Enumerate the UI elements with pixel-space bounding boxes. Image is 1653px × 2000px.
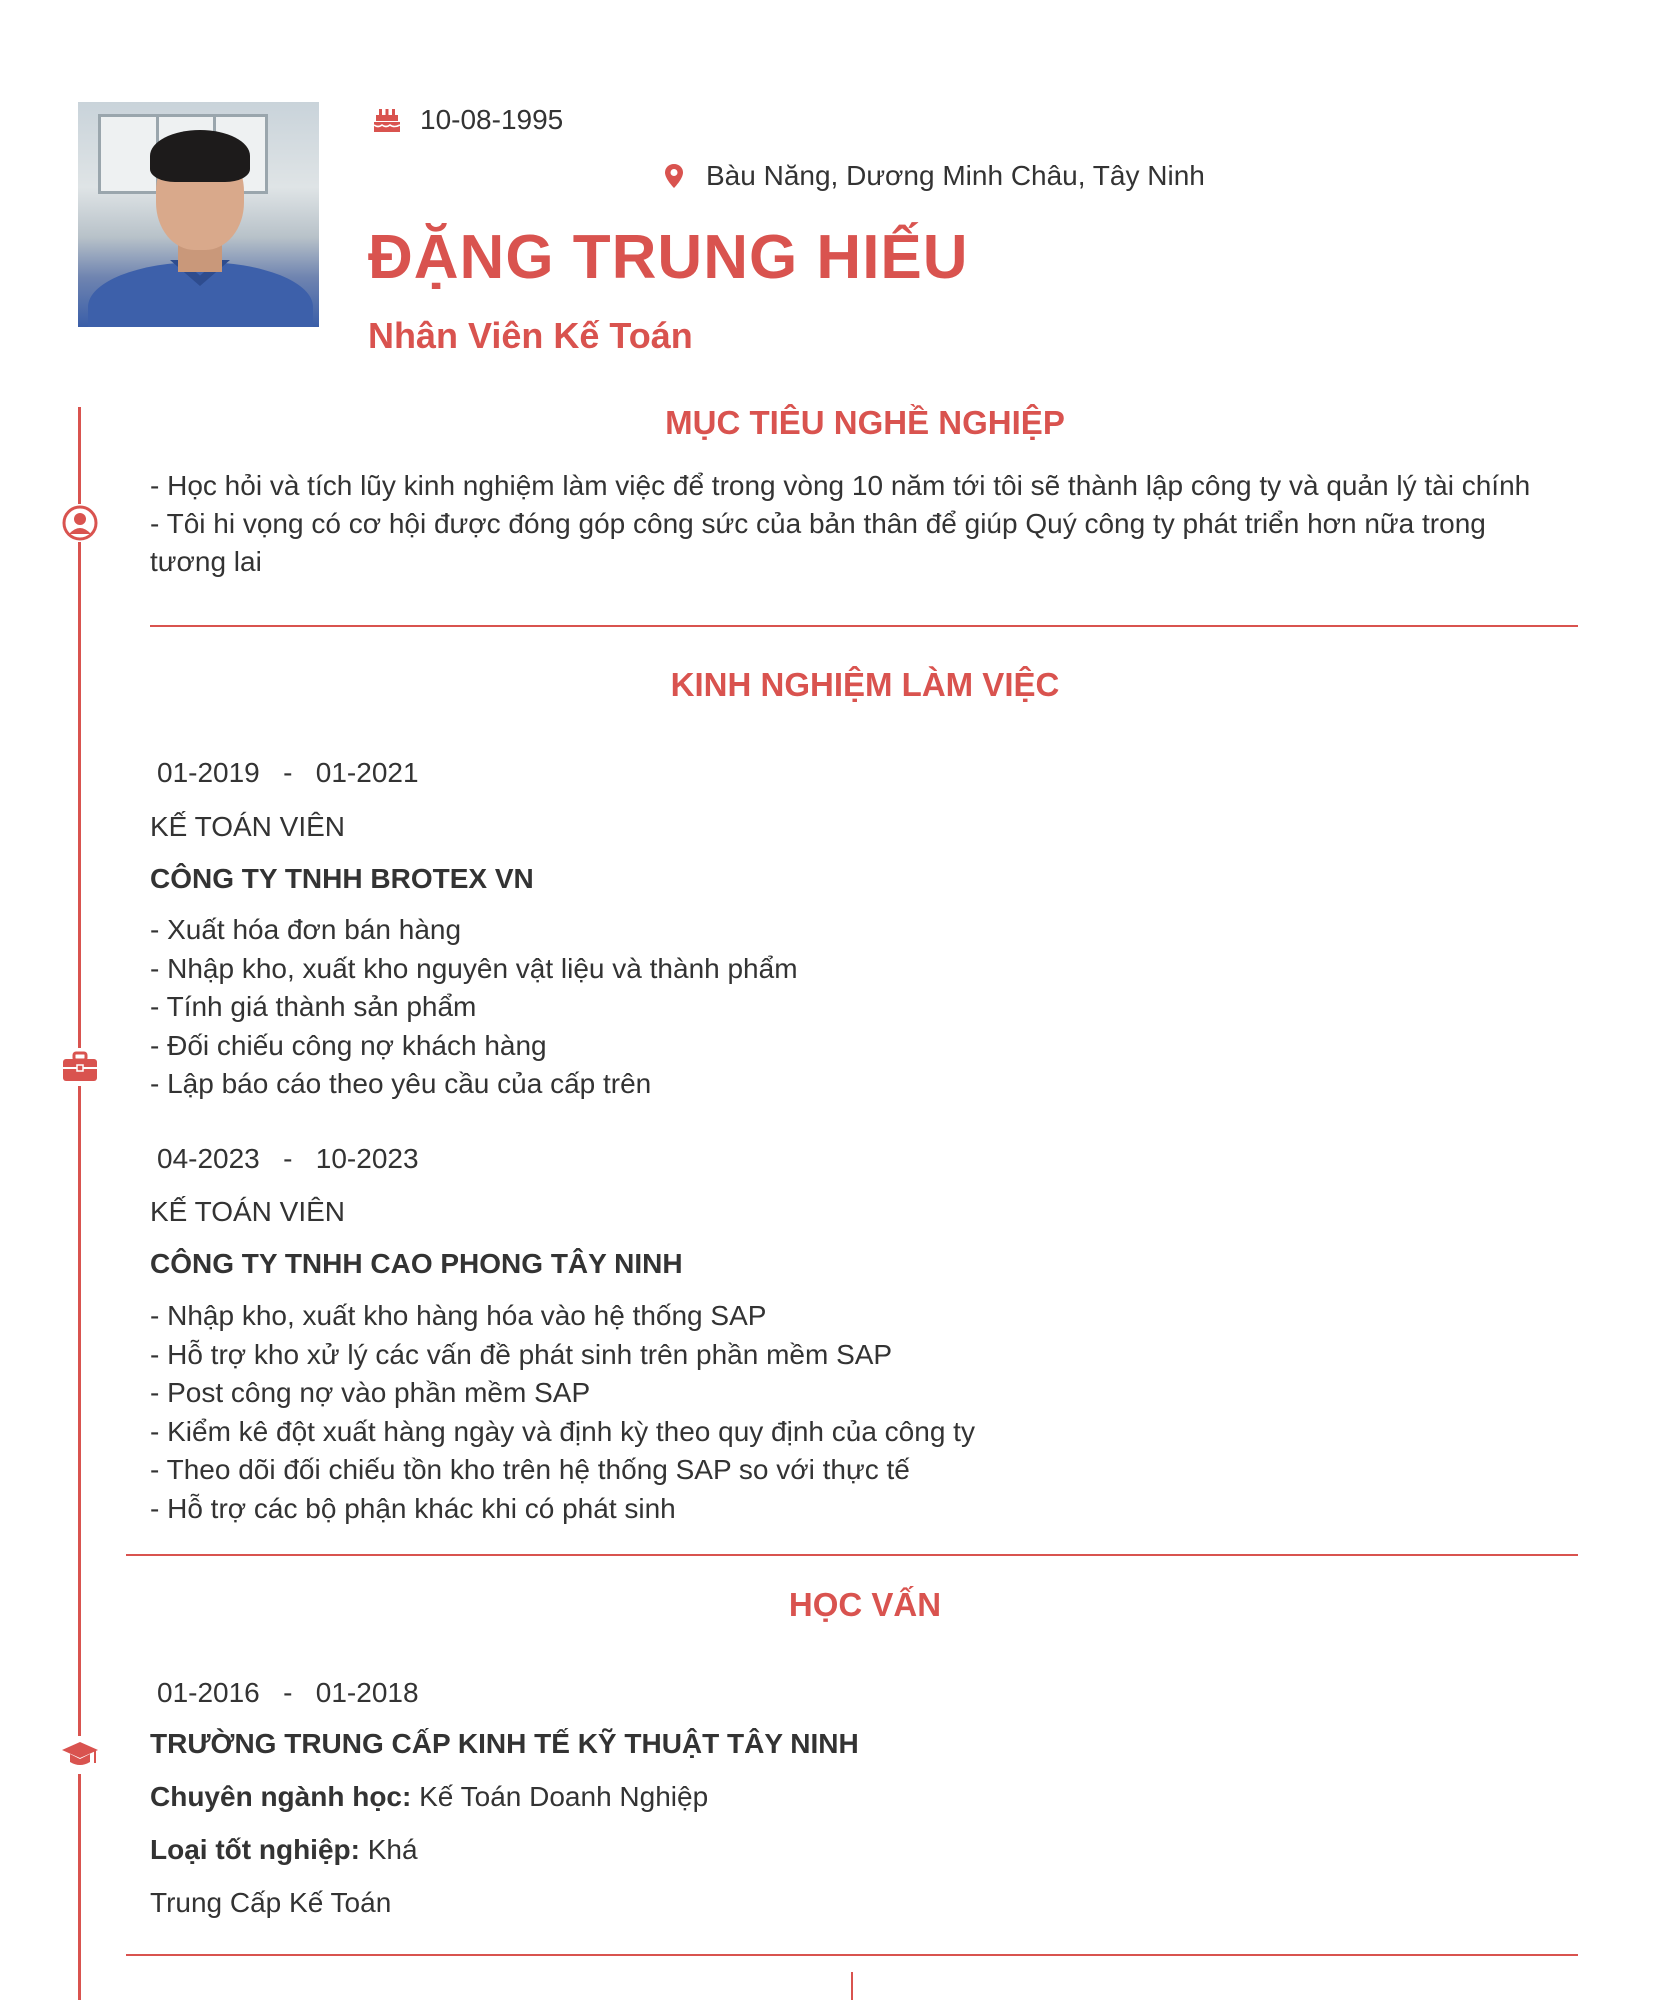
- address-row: [664, 160, 1205, 192]
- list-item: - Hỗ trợ các bộ phận khác khi có phát sinh: [150, 1492, 676, 1524]
- education-major: Chuyên ngành học: Kế Toán Doanh Nghiệp: [150, 1781, 709, 1812]
- list-item: - Nhập kho, xuất kho hàng hóa vào hệ thống SAP: [150, 1300, 767, 1331]
- job-duties: [150, 911, 798, 1104]
- job-duties: [150, 1297, 975, 1528]
- objective-line: - Tôi hi vọng có cơ hội được đóng góp công sức của bản thân để giúp Quý công ty phát triển hơn nữa trong: [150, 508, 1486, 539]
- user-circle-icon: [61, 504, 99, 542]
- objective-line: tương lai: [150, 546, 262, 577]
- list-item: - Lập báo cáo theo yêu cầu của cấp trên: [150, 1068, 652, 1099]
- birthday-cake-icon: [372, 106, 402, 134]
- graduation-cap-icon: [61, 1736, 99, 1774]
- candidate-job-title: Nhân Viên Kế Toán: [368, 315, 693, 356]
- section-divider: [126, 1554, 1578, 1556]
- list-item: - Xuất hóa đơn bán hàng: [150, 914, 462, 945]
- divider-tick: [851, 1972, 853, 2000]
- job-company: CÔNG TY TNHH BROTEX VN: [150, 863, 534, 894]
- education-grade: Loại tốt nghiệp: Khá: [150, 1834, 418, 1865]
- address-text: Bàu Năng, Dương Minh Châu, Tây Ninh: [706, 160, 1205, 191]
- list-item: - Tính giá thành sản phẩm: [150, 991, 477, 1022]
- job-role: KẾ TOÁN VIÊN: [150, 1196, 346, 1227]
- job-role: KẾ TOÁN VIÊN: [150, 811, 346, 842]
- section-divider: [150, 625, 1578, 627]
- list-item: - Nhập kho, xuất kho nguyên vật liệu và thành phẩm: [150, 952, 798, 984]
- location-pin-icon: [664, 163, 684, 189]
- list-item: - Hỗ trợ kho xử lý các vấn đề phát sinh trên phần mềm SAP: [150, 1338, 893, 1370]
- birthdate-row: [372, 104, 563, 136]
- job-dates: 01-2019 - 01-2021: [157, 757, 419, 788]
- job-company: CÔNG TY TNHH CAO PHONG TÂY NINH: [150, 1248, 683, 1279]
- objective-line: - Học hỏi và tích lũy kinh nghiệm làm việc để trong vòng 10 năm tới tôi sẽ thành lập công ty và quản lý tài chính: [150, 470, 1531, 501]
- objective-text: [150, 467, 1530, 581]
- list-item: - Post công nợ vào phần mềm SAP: [150, 1377, 591, 1408]
- profile-photo: [78, 102, 319, 327]
- section-title-experience: KINH NGHIỆM LÀM VIỆC: [670, 666, 1060, 703]
- section-title-education: HỌC VẤN: [788, 1586, 942, 1623]
- birthdate-text: 10-08-1995: [420, 104, 564, 135]
- briefcase-icon: [61, 1048, 99, 1086]
- section-title-objective: MỤC TIÊU NGHỀ NGHIỆP: [665, 404, 1065, 441]
- school-name: TRƯỜNG TRUNG CẤP KINH TẾ KỸ THUẬT TÂY NINH: [150, 1728, 859, 1759]
- section-divider: [126, 1954, 1578, 1956]
- education-degree: Trung Cấp Kế Toán: [150, 1887, 392, 1918]
- job-dates: 04-2023 - 10-2023: [157, 1143, 419, 1174]
- list-item: - Kiểm kê đột xuất hàng ngày và định kỳ theo quy định của công ty: [150, 1415, 975, 1447]
- candidate-name: ĐẶNG TRUNG HIẾU: [368, 223, 969, 292]
- list-item: - Đối chiếu công nợ khách hàng: [150, 1029, 547, 1061]
- list-item: - Theo dõi đối chiếu tồn kho trên hệ thống SAP so với thực tế: [150, 1454, 910, 1485]
- education-dates: 01-2016 - 01-2018: [157, 1677, 419, 1708]
